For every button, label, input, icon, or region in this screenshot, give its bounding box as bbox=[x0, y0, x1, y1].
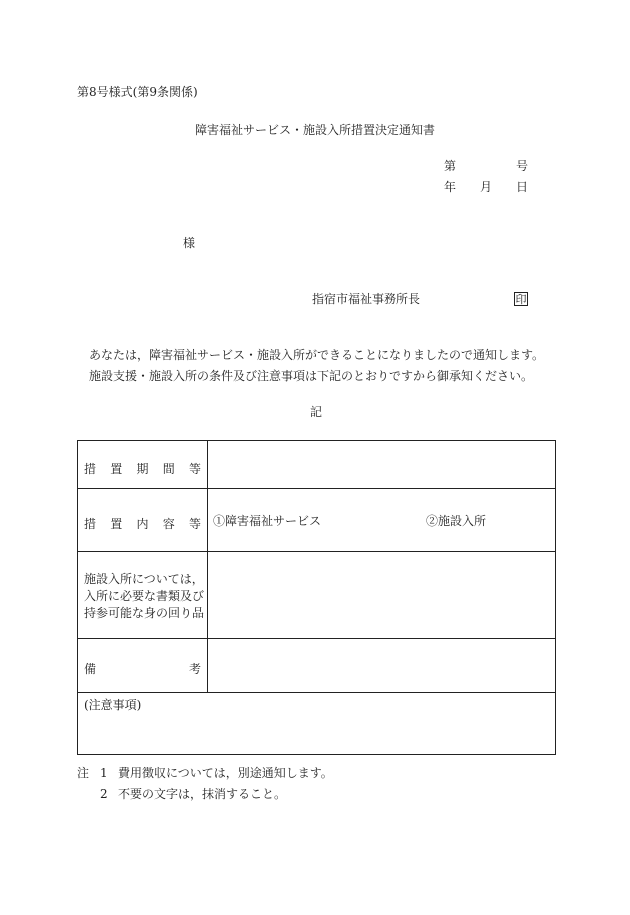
note-2-text: 不要の文字は，抹消すること。 bbox=[118, 787, 287, 801]
row1-char-2: 置 bbox=[110, 462, 123, 476]
row2-char-2: 置 bbox=[110, 517, 123, 531]
ki-heading: 記 bbox=[310, 405, 323, 419]
row-label-period bbox=[84, 460, 201, 477]
row2-char-4: 容 bbox=[162, 517, 175, 531]
recipient-suffix: 様 bbox=[183, 236, 196, 250]
note-1-text: 費用徴収については，別途通知します。 bbox=[118, 766, 333, 780]
table-column-divider bbox=[207, 441, 208, 692]
date-day: 日 bbox=[516, 180, 529, 194]
doc-number-dai: 第 bbox=[444, 159, 457, 173]
table-rule-4 bbox=[78, 692, 555, 693]
row-label-notes: (注意事項) bbox=[84, 698, 142, 712]
row-label-admission-items bbox=[84, 571, 208, 622]
date-year: 年 bbox=[444, 180, 457, 194]
row1-char-3: 期 bbox=[136, 462, 149, 476]
doc-number-go: 号 bbox=[516, 159, 529, 173]
note-1-number: 1 bbox=[100, 766, 108, 780]
row2-char-3: 内 bbox=[136, 517, 149, 531]
seal-mark: 印 bbox=[515, 293, 527, 306]
row1-char-4: 間 bbox=[162, 462, 175, 476]
date-month: 月 bbox=[480, 180, 493, 194]
option-facility-admission: ②施設入所 bbox=[426, 514, 487, 528]
row3-line-2: 入所に必要な書類及び bbox=[84, 589, 205, 603]
issuer-name: 指宿市福祉事務所長 bbox=[312, 292, 421, 306]
notice-table bbox=[77, 440, 556, 755]
body-line-1: あなたは，障害福祉サービス・施設入所ができることになりましたので通知します。 bbox=[89, 348, 545, 362]
row2-char-5: 等 bbox=[188, 517, 201, 531]
table-rule-1 bbox=[78, 488, 555, 489]
note-2-number: 2 bbox=[100, 787, 108, 801]
row3-line-1: 施設入所については， bbox=[84, 572, 204, 586]
table-rule-2 bbox=[78, 551, 555, 552]
row1-char-5: 等 bbox=[188, 462, 201, 476]
option-welfare-service: ①障害福祉サービス bbox=[213, 514, 322, 528]
table-rule-3 bbox=[78, 638, 555, 639]
document-title: 障害福祉サービス・施設入所措置決定通知書 bbox=[195, 123, 436, 137]
row1-char-1: 措 bbox=[84, 462, 97, 476]
row3-line-3: 持参可能な身の回り品 bbox=[84, 606, 205, 620]
row4-char-2: 考 bbox=[188, 662, 201, 676]
notes-prefix: 注 bbox=[77, 766, 90, 780]
row-label-content bbox=[84, 515, 201, 532]
row2-char-1: 措 bbox=[84, 517, 97, 531]
form-number: 第8号様式(第9条関係) bbox=[77, 85, 198, 99]
row-label-remarks bbox=[84, 660, 201, 677]
row4-char-1: 備 bbox=[84, 662, 97, 676]
body-line-2: 施設支援・施設入所の条件及び注意事項は下記のとおりですから御承知ください。 bbox=[89, 369, 534, 383]
